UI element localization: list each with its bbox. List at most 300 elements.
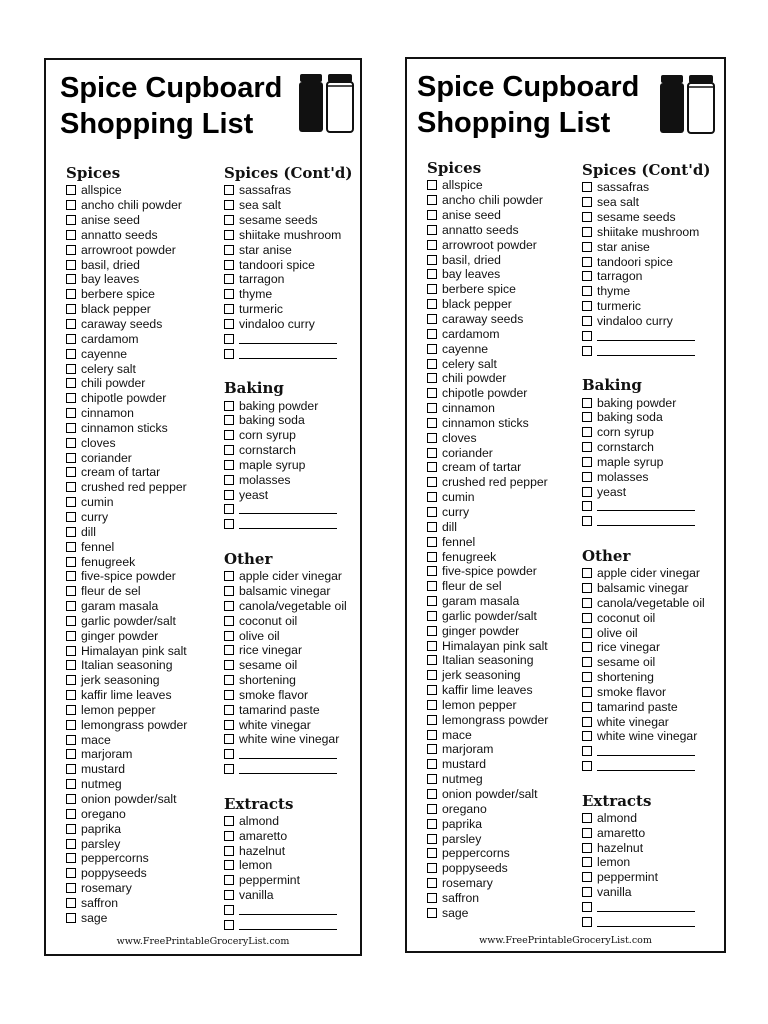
checkbox[interactable] bbox=[427, 284, 437, 294]
checkbox[interactable] bbox=[224, 875, 234, 885]
list-item bbox=[582, 455, 710, 470]
checkbox[interactable] bbox=[66, 764, 76, 774]
checkbox[interactable] bbox=[427, 834, 437, 844]
checkbox[interactable] bbox=[224, 185, 234, 195]
checkbox[interactable] bbox=[427, 685, 437, 695]
checkbox[interactable] bbox=[224, 905, 234, 915]
section-heading: Spices bbox=[427, 159, 482, 177]
write-in-line[interactable] bbox=[597, 761, 695, 771]
write-in-line[interactable] bbox=[597, 346, 695, 356]
item-label: sea salt bbox=[239, 198, 282, 213]
list-item bbox=[224, 398, 352, 413]
checkbox[interactable] bbox=[582, 472, 592, 482]
checkbox[interactable] bbox=[427, 240, 437, 250]
checkbox[interactable] bbox=[427, 373, 437, 383]
item-label: lemongrass powder bbox=[81, 717, 188, 732]
checkbox[interactable] bbox=[66, 853, 76, 863]
checkbox[interactable] bbox=[427, 388, 437, 398]
checkbox[interactable] bbox=[66, 482, 76, 492]
checkbox[interactable] bbox=[66, 438, 76, 448]
checkbox[interactable] bbox=[224, 764, 234, 774]
checkbox[interactable] bbox=[224, 920, 234, 930]
checkbox[interactable] bbox=[66, 423, 76, 433]
checkbox[interactable] bbox=[582, 857, 592, 867]
checkbox[interactable] bbox=[66, 616, 76, 626]
list-item bbox=[224, 732, 352, 747]
item-label: kaffir lime leaves bbox=[442, 683, 533, 698]
checkbox[interactable] bbox=[427, 566, 437, 576]
checkbox[interactable] bbox=[224, 430, 234, 440]
list-item bbox=[66, 673, 187, 688]
checkbox[interactable] bbox=[66, 601, 76, 611]
item-label: garlic powder/salt bbox=[81, 613, 176, 628]
checkbox[interactable] bbox=[66, 690, 76, 700]
item-label: tamarind paste bbox=[239, 702, 320, 717]
checkbox[interactable] bbox=[582, 346, 592, 356]
checkbox[interactable] bbox=[427, 255, 437, 265]
list-item bbox=[66, 821, 187, 836]
checkbox[interactable] bbox=[224, 460, 234, 470]
checkbox[interactable] bbox=[582, 427, 592, 437]
list-item bbox=[427, 297, 548, 312]
checkbox[interactable] bbox=[224, 631, 234, 641]
checkbox[interactable] bbox=[224, 504, 234, 514]
item-label: sesame seeds bbox=[239, 213, 318, 228]
checkbox[interactable] bbox=[66, 200, 76, 210]
checkbox[interactable] bbox=[66, 245, 76, 255]
checkbox[interactable] bbox=[582, 242, 592, 252]
checkbox[interactable] bbox=[427, 730, 437, 740]
checkbox[interactable] bbox=[224, 230, 234, 240]
section-heading: Baking bbox=[582, 376, 642, 395]
checkbox[interactable] bbox=[427, 492, 437, 502]
item-label: black pepper bbox=[442, 297, 512, 312]
list-item bbox=[224, 242, 352, 257]
item-label: rice vinegar bbox=[239, 643, 302, 658]
item-label: sesame seeds bbox=[597, 210, 676, 225]
checkbox[interactable] bbox=[66, 868, 76, 878]
checkbox[interactable] bbox=[427, 314, 437, 324]
checkbox[interactable] bbox=[427, 863, 437, 873]
blank-line-item bbox=[582, 900, 710, 915]
checkbox[interactable] bbox=[582, 301, 592, 311]
checkbox[interactable] bbox=[66, 319, 76, 329]
checkbox[interactable] bbox=[66, 260, 76, 270]
checkbox[interactable] bbox=[66, 660, 76, 670]
checkbox[interactable] bbox=[582, 702, 592, 712]
checkbox[interactable] bbox=[66, 913, 76, 923]
checkbox[interactable] bbox=[224, 645, 234, 655]
write-in-line[interactable] bbox=[239, 905, 337, 915]
checkbox[interactable] bbox=[224, 749, 234, 759]
list-item bbox=[224, 487, 352, 502]
checkbox[interactable] bbox=[582, 642, 592, 652]
checkbox[interactable] bbox=[66, 408, 76, 418]
list-item bbox=[224, 272, 352, 287]
checkbox[interactable] bbox=[582, 687, 592, 697]
checkbox[interactable] bbox=[582, 412, 592, 422]
left-column bbox=[66, 164, 187, 925]
checkbox[interactable] bbox=[66, 467, 76, 477]
checkbox[interactable] bbox=[224, 349, 234, 359]
checkbox[interactable] bbox=[224, 334, 234, 344]
checkbox[interactable] bbox=[582, 902, 592, 912]
checkbox[interactable] bbox=[224, 200, 234, 210]
checkbox[interactable] bbox=[582, 717, 592, 727]
checkbox[interactable] bbox=[224, 586, 234, 596]
write-in-line[interactable] bbox=[239, 749, 337, 759]
right-column bbox=[224, 164, 352, 932]
item-label: sea salt bbox=[597, 195, 640, 210]
salt-and-pepper-shakers-icon bbox=[298, 72, 356, 134]
write-in-line[interactable] bbox=[597, 331, 695, 341]
item-label: apple cider vinegar bbox=[597, 566, 700, 581]
checkbox[interactable] bbox=[582, 487, 592, 497]
write-in-line[interactable] bbox=[239, 334, 337, 344]
checkbox[interactable] bbox=[427, 893, 437, 903]
checkbox[interactable] bbox=[427, 611, 437, 621]
checkbox[interactable] bbox=[66, 527, 76, 537]
checkbox[interactable] bbox=[66, 185, 76, 195]
checkbox[interactable] bbox=[224, 215, 234, 225]
list-item bbox=[427, 534, 548, 549]
checkbox[interactable] bbox=[224, 475, 234, 485]
checkbox[interactable] bbox=[66, 720, 76, 730]
checkbox[interactable] bbox=[427, 448, 437, 458]
checkbox[interactable] bbox=[582, 331, 592, 341]
checkbox[interactable] bbox=[427, 269, 437, 279]
checkbox[interactable] bbox=[66, 215, 76, 225]
checkbox[interactable] bbox=[224, 616, 234, 626]
list-item bbox=[582, 885, 710, 900]
blank-line-item bbox=[582, 343, 710, 358]
item-label: bay leaves bbox=[81, 272, 140, 287]
checkbox[interactable] bbox=[582, 613, 592, 623]
checkbox[interactable] bbox=[427, 537, 437, 547]
checkbox[interactable] bbox=[224, 675, 234, 685]
checkbox[interactable] bbox=[224, 401, 234, 411]
checkbox[interactable] bbox=[224, 289, 234, 299]
item-label: fleur de sel bbox=[442, 579, 502, 594]
item-label: marjoram bbox=[81, 747, 133, 762]
checkbox[interactable] bbox=[224, 816, 234, 826]
item-label: parsley bbox=[442, 831, 482, 846]
checkbox[interactable] bbox=[582, 657, 592, 667]
checkbox[interactable] bbox=[427, 596, 437, 606]
list-item bbox=[427, 712, 548, 727]
item-label: sassafras bbox=[597, 180, 650, 195]
checkbox[interactable] bbox=[66, 289, 76, 299]
checkbox[interactable] bbox=[582, 271, 592, 281]
checkbox[interactable] bbox=[582, 501, 592, 511]
checkbox[interactable] bbox=[224, 831, 234, 841]
checkbox[interactable] bbox=[427, 700, 437, 710]
checkbox[interactable] bbox=[582, 917, 592, 927]
checkbox[interactable] bbox=[427, 848, 437, 858]
checkbox[interactable] bbox=[427, 774, 437, 784]
item-label: parsley bbox=[81, 836, 121, 851]
checkbox[interactable] bbox=[427, 522, 437, 532]
checkbox[interactable] bbox=[224, 571, 234, 581]
list-item bbox=[582, 581, 710, 596]
checkbox[interactable] bbox=[66, 230, 76, 240]
checkbox[interactable] bbox=[427, 641, 437, 651]
list-item bbox=[582, 855, 710, 870]
item-label: vanilla bbox=[597, 885, 632, 900]
checkbox[interactable] bbox=[224, 660, 234, 670]
list-item bbox=[66, 213, 187, 228]
list-title: Spice Cupboard Shopping List bbox=[417, 71, 640, 139]
write-in-line[interactable] bbox=[239, 920, 337, 930]
checkbox[interactable] bbox=[427, 581, 437, 591]
checkbox[interactable] bbox=[427, 477, 437, 487]
list-item bbox=[427, 742, 548, 757]
checkbox[interactable] bbox=[427, 225, 437, 235]
checkbox[interactable] bbox=[427, 908, 437, 918]
list-item bbox=[427, 549, 548, 564]
checkbox[interactable] bbox=[66, 334, 76, 344]
list-item bbox=[582, 684, 710, 699]
list-item bbox=[66, 272, 187, 287]
list-item bbox=[582, 195, 710, 210]
checkbox[interactable] bbox=[582, 598, 592, 608]
checkbox[interactable] bbox=[66, 794, 76, 804]
item-label: Italian seasoning bbox=[81, 658, 173, 673]
checkbox[interactable] bbox=[427, 759, 437, 769]
checkbox[interactable] bbox=[66, 304, 76, 314]
list-item bbox=[427, 475, 548, 490]
list-item bbox=[427, 772, 548, 787]
checkbox[interactable] bbox=[427, 299, 437, 309]
checkbox[interactable] bbox=[427, 804, 437, 814]
checkbox[interactable] bbox=[582, 746, 592, 756]
checkbox[interactable] bbox=[66, 378, 76, 388]
checkbox[interactable] bbox=[66, 349, 76, 359]
item-label: mustard bbox=[81, 762, 126, 777]
write-in-line[interactable] bbox=[239, 349, 337, 359]
checkbox[interactable] bbox=[66, 631, 76, 641]
item-label: paprika bbox=[442, 816, 482, 831]
checkbox[interactable] bbox=[427, 878, 437, 888]
checkbox[interactable] bbox=[582, 813, 592, 823]
checkbox[interactable] bbox=[66, 497, 76, 507]
shopping-list-card-left bbox=[44, 58, 362, 956]
list-item bbox=[224, 317, 352, 332]
checkbox[interactable] bbox=[66, 646, 76, 656]
item-label: white vinegar bbox=[597, 714, 669, 729]
list-item bbox=[427, 371, 548, 386]
checkbox[interactable] bbox=[582, 672, 592, 682]
checkbox[interactable] bbox=[582, 568, 592, 578]
checkbox[interactable] bbox=[66, 453, 76, 463]
checkbox[interactable] bbox=[582, 398, 592, 408]
write-in-line[interactable] bbox=[597, 917, 695, 927]
checkbox[interactable] bbox=[582, 227, 592, 237]
checkbox[interactable] bbox=[427, 359, 437, 369]
blank-line-item bbox=[224, 903, 352, 918]
checkbox[interactable] bbox=[224, 720, 234, 730]
item-label: crushed red pepper bbox=[81, 480, 187, 495]
list-item bbox=[582, 269, 710, 284]
checkbox[interactable] bbox=[427, 507, 437, 517]
checkbox[interactable] bbox=[66, 779, 76, 789]
list-item bbox=[224, 472, 352, 487]
checkbox[interactable] bbox=[66, 571, 76, 581]
checkbox[interactable] bbox=[66, 705, 76, 715]
checkbox[interactable] bbox=[66, 542, 76, 552]
list-item bbox=[66, 450, 187, 465]
checkbox[interactable] bbox=[224, 319, 234, 329]
list-item bbox=[582, 625, 710, 640]
list-item bbox=[582, 410, 710, 425]
checkbox[interactable] bbox=[427, 433, 437, 443]
list-item bbox=[66, 361, 187, 376]
checkbox[interactable] bbox=[582, 628, 592, 638]
checkbox[interactable] bbox=[427, 180, 437, 190]
checkbox[interactable] bbox=[66, 809, 76, 819]
checkbox[interactable] bbox=[582, 872, 592, 882]
list-item bbox=[427, 178, 548, 193]
checkbox[interactable] bbox=[224, 734, 234, 744]
checkbox[interactable] bbox=[427, 418, 437, 428]
checkbox[interactable] bbox=[66, 364, 76, 374]
write-in-line[interactable] bbox=[239, 764, 337, 774]
checkbox[interactable] bbox=[66, 393, 76, 403]
checkbox[interactable] bbox=[427, 210, 437, 220]
footer-url: www.FreePrintableGroceryList.com bbox=[479, 935, 652, 946]
write-in-line[interactable] bbox=[239, 519, 337, 529]
item-label: mustard bbox=[442, 757, 487, 772]
item-label: poppyseeds bbox=[81, 866, 147, 881]
item-label: hazelnut bbox=[597, 840, 644, 855]
checkbox[interactable] bbox=[224, 245, 234, 255]
checkbox[interactable] bbox=[427, 789, 437, 799]
checkbox[interactable] bbox=[427, 655, 437, 665]
checkbox[interactable] bbox=[224, 860, 234, 870]
checkbox[interactable] bbox=[582, 761, 592, 771]
checkbox[interactable] bbox=[427, 403, 437, 413]
list-item bbox=[224, 302, 352, 317]
item-label: shiitake mushroom bbox=[597, 224, 700, 239]
checkbox[interactable] bbox=[427, 462, 437, 472]
list-item bbox=[224, 443, 352, 458]
checkbox[interactable] bbox=[66, 898, 76, 908]
checkbox[interactable] bbox=[224, 260, 234, 270]
checkbox[interactable] bbox=[582, 731, 592, 741]
item-label: cornstarch bbox=[597, 440, 654, 455]
item-label: ginger powder bbox=[81, 628, 159, 643]
checkbox[interactable] bbox=[66, 824, 76, 834]
checkbox[interactable] bbox=[427, 744, 437, 754]
checkbox[interactable] bbox=[66, 274, 76, 284]
checkbox[interactable] bbox=[582, 212, 592, 222]
checkbox[interactable] bbox=[582, 442, 592, 452]
checkbox[interactable] bbox=[66, 749, 76, 759]
list-item bbox=[582, 469, 710, 484]
blank-line-item bbox=[582, 499, 710, 514]
item-label: cloves bbox=[81, 435, 116, 450]
blank-line-item bbox=[224, 917, 352, 932]
checkbox[interactable] bbox=[66, 586, 76, 596]
item-label: poppyseeds bbox=[442, 861, 508, 876]
checkbox[interactable] bbox=[427, 329, 437, 339]
checkbox[interactable] bbox=[66, 839, 76, 849]
checkbox[interactable] bbox=[224, 445, 234, 455]
checkbox[interactable] bbox=[224, 890, 234, 900]
item-label: hazelnut bbox=[239, 843, 286, 858]
checkbox[interactable] bbox=[582, 182, 592, 192]
write-in-line[interactable] bbox=[597, 501, 695, 511]
list-item bbox=[582, 670, 710, 685]
checkbox[interactable] bbox=[427, 670, 437, 680]
checkbox[interactable] bbox=[66, 883, 76, 893]
list-item bbox=[66, 554, 187, 569]
checkbox[interactable] bbox=[582, 828, 592, 838]
checkbox[interactable] bbox=[427, 552, 437, 562]
checkbox[interactable] bbox=[224, 304, 234, 314]
list-item bbox=[224, 569, 352, 584]
list-item bbox=[66, 703, 187, 718]
checkbox[interactable] bbox=[224, 519, 234, 529]
list-item bbox=[224, 858, 352, 873]
checkbox[interactable] bbox=[224, 274, 234, 284]
checkbox[interactable] bbox=[66, 735, 76, 745]
checkbox[interactable] bbox=[582, 516, 592, 526]
checkbox[interactable] bbox=[224, 705, 234, 715]
checkbox[interactable] bbox=[66, 557, 76, 567]
checkbox[interactable] bbox=[427, 819, 437, 829]
checkbox[interactable] bbox=[224, 690, 234, 700]
list-item bbox=[224, 687, 352, 702]
checkbox[interactable] bbox=[582, 583, 592, 593]
checkbox[interactable] bbox=[66, 675, 76, 685]
section-heading: Extracts bbox=[582, 791, 652, 810]
checkbox[interactable] bbox=[224, 415, 234, 425]
item-label: baking soda bbox=[597, 410, 663, 425]
checkbox[interactable] bbox=[582, 257, 592, 267]
write-in-line[interactable] bbox=[597, 746, 695, 756]
list-item bbox=[224, 628, 352, 643]
checkbox[interactable] bbox=[224, 490, 234, 500]
checkbox[interactable] bbox=[427, 195, 437, 205]
checkbox[interactable] bbox=[224, 846, 234, 856]
checkbox[interactable] bbox=[582, 843, 592, 853]
checkbox[interactable] bbox=[582, 457, 592, 467]
list-title: Spice Cupboard Shopping List bbox=[60, 72, 283, 140]
list-item bbox=[582, 870, 710, 885]
checkbox[interactable] bbox=[582, 316, 592, 326]
checkbox[interactable] bbox=[224, 601, 234, 611]
write-in-line[interactable] bbox=[239, 504, 337, 514]
checkbox[interactable] bbox=[427, 344, 437, 354]
checkbox[interactable] bbox=[427, 715, 437, 725]
item-label: berbere spice bbox=[442, 282, 516, 297]
item-label: shortening bbox=[597, 670, 654, 685]
write-in-line[interactable] bbox=[597, 902, 695, 912]
checkbox[interactable] bbox=[427, 626, 437, 636]
list-item bbox=[66, 777, 187, 792]
checkbox[interactable] bbox=[582, 887, 592, 897]
checkbox[interactable] bbox=[582, 197, 592, 207]
list-item bbox=[427, 267, 548, 282]
checkbox[interactable] bbox=[582, 286, 592, 296]
write-in-line[interactable] bbox=[597, 516, 695, 526]
list-item bbox=[427, 445, 548, 460]
item-label: canola/vegetable oil bbox=[597, 595, 705, 610]
item-label: baking powder bbox=[597, 395, 677, 410]
checkbox[interactable] bbox=[66, 512, 76, 522]
list-item bbox=[66, 836, 187, 851]
